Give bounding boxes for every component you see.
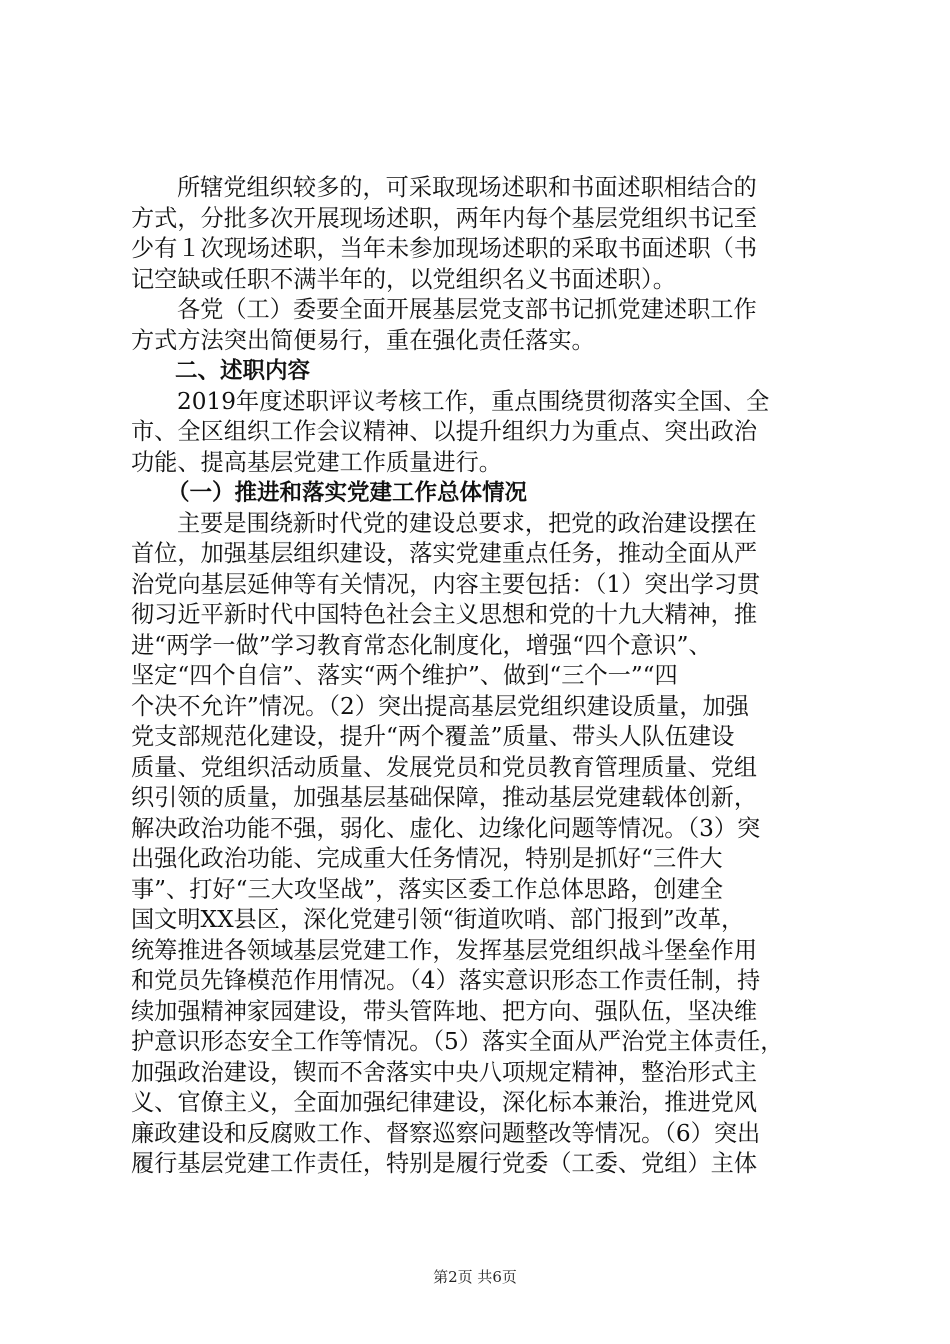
paragraph-line: 国文明XX县区，深化党建引领“街道吹哨、部门报到”改革， <box>131 906 745 933</box>
paragraph-line: 所辖党组织较多的，可采取现场述职和书面述职相结合的 <box>177 174 757 201</box>
paragraph-line: 护意识形态安全工作等情况。（5）落实全面从严治党主体责任， <box>131 1028 784 1055</box>
paragraph-line: 少有１次现场述职，当年未参加现场述职的采取书面述职（书 <box>131 235 758 262</box>
paragraph-line: 记空缺或任职不满半年的，以党组织名义书面述职）。 <box>131 265 676 293</box>
section-heading: 二、述职内容 <box>175 358 311 384</box>
paragraph-line: 事”、打好“三大攻坚战”，落实区委工作总体思路，创建全 <box>131 875 724 903</box>
document-body <box>131 173 831 1180</box>
paragraph-line: 织引领的质量，加强基层基础保障，推动基层党建载体创新， <box>131 784 758 811</box>
paragraph-line: 统筹推进各领域基层党建工作，发挥基层党组织战斗堡垒作用 <box>131 936 758 964</box>
paragraph-line: 方式，分批多次开展现场述职，两年内每个基层党组织书记至 <box>131 204 758 232</box>
paragraph-line: 进“两学一做”学习教育常态化制度化，增强“四个意识”、 <box>131 631 712 659</box>
subsection-heading: （一）推进和落实党建工作总体情况 <box>167 480 528 506</box>
paragraph-line: 解决政治功能不强，弱化、虚化、边缘化问题等情况。（3）突 <box>131 814 761 842</box>
paragraph-line: 续加强精神家园建设，带头管阵地、把方向、强队伍，坚决维 <box>131 997 758 1025</box>
paragraph-line: 履行基层党建工作责任，特别是履行党委（工委、党组）主体 <box>131 1150 758 1177</box>
paragraph-line: 坚定“四个自信”、落实“两个维护”、做到“三个一”“四 <box>131 662 678 689</box>
paragraph-line: 市、全区组织工作会议精神、以提升组织力为重点、突出政治 <box>131 418 758 445</box>
paragraph-line: 2019年度述职评议考核工作，重点围绕贯彻落实全国、全 <box>177 387 770 415</box>
paragraph-line: 方式方法突出简便易行，重在强化责任落实。 <box>131 326 595 354</box>
page-footer: 第2页 共6页 <box>433 1268 517 1286</box>
paragraph-line: 彻习近平新时代中国特色社会主义思想和党的十九大精神，推 <box>131 601 758 628</box>
paragraph-line: 出强化政治功能、完成重大任务情况，特别是抓好“三件大 <box>131 845 723 872</box>
paragraph-line: 主要是围绕新时代党的建设总要求，把党的政治建设摆在 <box>177 509 757 537</box>
paragraph-line: 廉政建设和反腐败工作、督察巡察问题整改等情况。（6）突出 <box>131 1119 761 1147</box>
paragraph-line: 功能、提高基层党建工作质量进行。 <box>131 448 502 476</box>
paragraph-line: 首位，加强基层组织建设，落实党建重点任务，推动全面从严 <box>131 540 758 567</box>
paragraph-line: 加强政治建设，锲而不舍落实中央八项规定精神，整治形式主 <box>131 1058 758 1086</box>
paragraph-line: 义、官僚主义，全面加强纪律建设，深化标本兼治，推进党风 <box>131 1089 758 1116</box>
paragraph-line: 和党员先锋模范作用情况。（4）落实意识形态工作责任制，持 <box>131 967 761 994</box>
paragraph-line: 质量、党组织活动质量、发展党员和党员教育管理质量、党组 <box>131 753 758 781</box>
paragraph-line: 治党向基层延伸等有关情况，内容主要包括：（1）突出学习贯 <box>131 570 761 598</box>
paragraph-line: 个决不允许”情况。（2）突出提高基层党组织建设质量，加强 <box>131 692 749 720</box>
paragraph-line: 各党（工）委要全面开展基层党支部书记抓党建述职工作 <box>177 296 757 323</box>
paragraph-line: 党支部规范化建设，提升“两个覆盖”质量、带头人队伍建设 <box>131 723 735 750</box>
